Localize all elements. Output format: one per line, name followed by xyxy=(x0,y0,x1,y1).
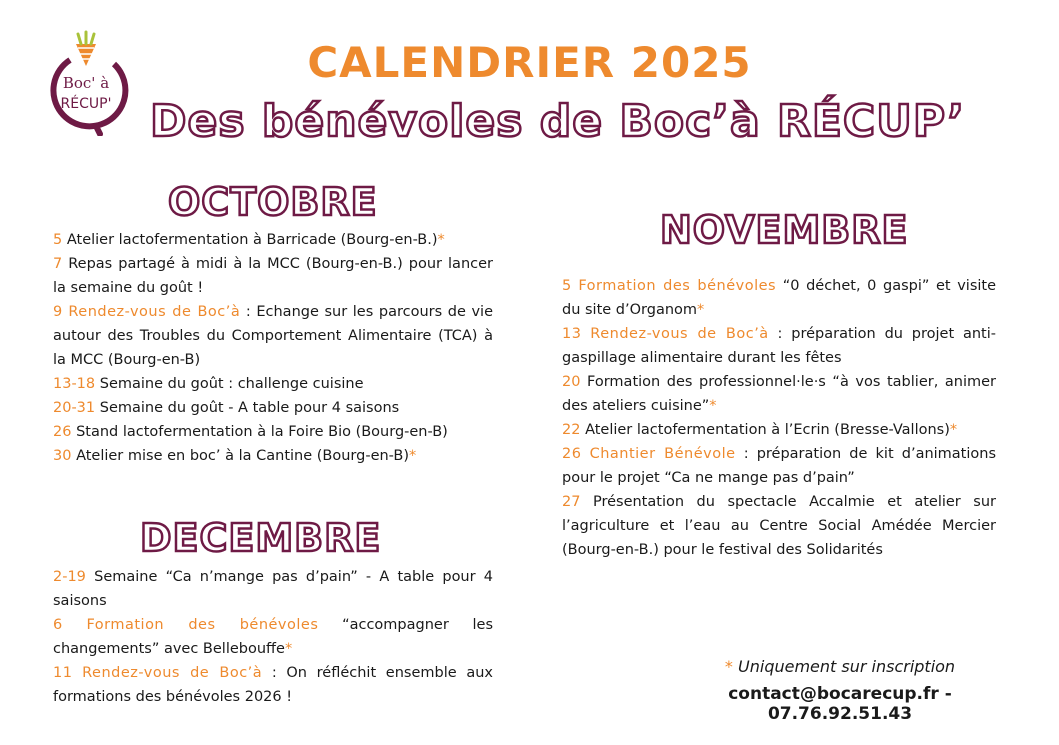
event-item: 5 Formation des bénévoles “0 déchet, 0 gaspi” et visite du site d’Organom* xyxy=(562,278,997,318)
event-item: 7 Repas partagé à midi à la MCC (Bourg-en-B.) pour lancer la semaine du goût ! xyxy=(53,256,493,296)
event-item: 6 Formation des bénévoles “accompagner les changements” avec Bellebouffe* xyxy=(53,617,493,657)
logo-text-2: RÉCUP' xyxy=(60,96,112,112)
event-item: 26 Chantier Bénévole : préparation de kit d’animations pour le projet “Ca ne mange pas d’pain” xyxy=(562,446,997,486)
page-subtitle: Des bénévoles de Boc’à RÉCUP’ xyxy=(150,96,966,147)
month-title-octobre: OCTOBRE xyxy=(168,180,378,224)
event-item: 13 Rendez-vous de Boc’à : préparation du projet anti-gaspillage alimentaire durant les fêtes xyxy=(562,326,996,366)
event-item: 20 Formation des professionnel·le·s “à vos tablier, animer des ateliers cuisine”* xyxy=(562,374,996,414)
event-item: 30 Atelier mise en boc’ à la Cantine (Bourg-en-B)* xyxy=(53,448,417,464)
page-title: CALENDRIER 2025 xyxy=(307,38,752,87)
month-title-novembre: NOVEMBRE xyxy=(660,208,909,252)
contact-info: contact@bocarecup.fr - 07.76.92.51.43 xyxy=(728,684,952,724)
registration-note: * Uniquement sur inscription xyxy=(724,657,956,676)
logo-text-1: Boc' à xyxy=(62,74,110,92)
octobre-events xyxy=(53,228,493,468)
event-item: 11 Rendez-vous de Boc’à : On réfléchit ensemble aux formations des bénévoles 2026 ! xyxy=(53,665,493,705)
event-item: 26 Stand lactofermentation à la Foire Bio (Bourg-en-B) xyxy=(53,424,448,440)
event-item: 27 Présentation du spectacle Accalmie et atelier sur l’agriculture et l’eau au Centre Social Amédée Mercier (Bourg-en-B.) pour le festival des Solidarités xyxy=(562,494,996,558)
event-item: 2-19 Semaine “Ca n’mange pas d’pain” - A table pour 4 saisons xyxy=(53,569,493,609)
decembre-events xyxy=(53,565,493,709)
month-title-decembre: DECEMBRE xyxy=(140,516,382,560)
event-item: 9 Rendez-vous de Boc’à : Echange sur les parcours de vie autour des Troubles du Comportement Alimentaire (TCA) à la MCC (Bourg-en-B) xyxy=(53,304,494,368)
event-item: 20-31 Semaine du goût - A table pour 4 saisons xyxy=(53,400,400,416)
event-item: 22 Atelier lactofermentation à l’Ecrin (Bresse-Vallons)* xyxy=(562,422,958,438)
novembre-events xyxy=(562,274,996,562)
event-item: 5 Atelier lactofermentation à Barricade (Bourg-en-B.)* xyxy=(53,232,445,248)
event-item: 13-18 Semaine du goût : challenge cuisine xyxy=(53,376,364,392)
